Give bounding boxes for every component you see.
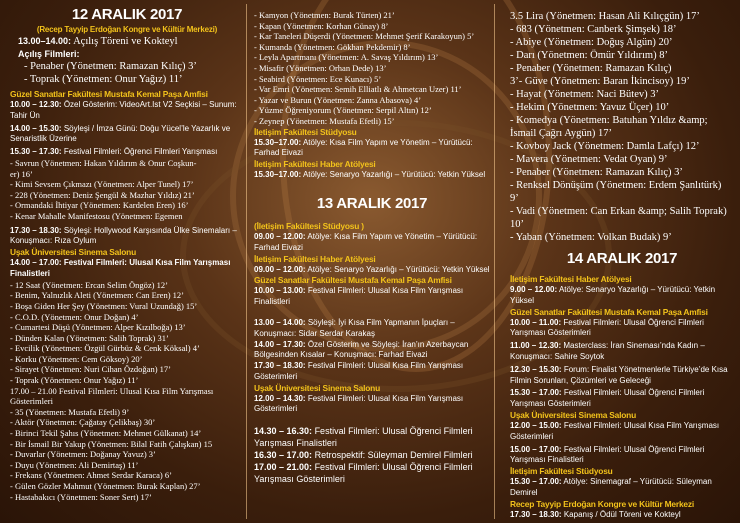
film-item: - Kimi Sevsem Çıkmazı (Yönetmen: Alper Tunel) 17’ <box>10 179 194 190</box>
session: 15.30 – 17.00: Festival Filmleri: Ulusal Öğrenci Filmleri Yarışması Gösterimleri <box>510 388 705 409</box>
session: 09.00 – 12.00: Atölye: Senaryo Yazarlığı – Yürütücü: Yetkin Yüksel <box>254 264 490 274</box>
column-day-13 <box>254 2 490 521</box>
session: 14.30 – 16.30: Festival Filmleri: Ulusal Öğrenci Filmleri Yarışması Finalistleri <box>254 426 473 449</box>
film-item: - 12 Saat (Yönetmen: Ercan Selim Öngöz) 12’ <box>10 279 168 290</box>
day-heading: 13 ARALIK 2017 <box>316 194 428 212</box>
film-item: - Toprak (Yönetmen: Onur Yağız) 11’ <box>24 74 183 85</box>
venue-label: İletişim Fakültesi Haber Atölyesi <box>510 274 632 284</box>
film-item: - Boşa Giden Her Şey (Yönetmen: Vural Uzundağ) 15’ <box>10 300 198 311</box>
film-list <box>510 10 734 244</box>
film-item: - Birinci Tekil Şahıs (Yönetmen: Mehmet Gülkanat) 14’ <box>10 428 202 439</box>
film-list <box>10 407 244 502</box>
film-item: - 683 (Yönetmen: Canberk Şimşek) 18’ <box>510 24 677 35</box>
session: 16.30 – 17.00: Retrospektif: Süleyman Demirel Filmleri <box>254 450 473 461</box>
session: 10.00 – 11.00: Festival Filmleri: Ulusal Öğrenci Filmleri Yarışması Gösterimleri <box>510 317 704 338</box>
column-day-14 <box>510 2 734 521</box>
session: 14.00 – 17.30: Özel Gösterim ve Söyleşi: İran’ın Azerbaycan Bölgesinden Kısalar – Konuşmacı: Farhad Eivazi <box>254 339 469 360</box>
venue-label: İletişim Fakültesi Haber Atölyesi <box>254 159 376 170</box>
film-item: - Yüzme Öğreniyorum (Yönetmen: Serpil Altın) 12’ <box>254 105 432 116</box>
venue-label: İletişim Fakültesi Stüdyosu <box>510 466 613 477</box>
film-item: - 35 (Yönetmen: Mustafa Efetli) 9’ <box>10 406 130 417</box>
film-item: er) 16’ <box>10 168 33 179</box>
film-item: İsmail Çağrı Aygün) 17’ <box>510 128 612 139</box>
film-item: - Yaban (Yönetmen: Volkan Budak) 9’ <box>510 232 672 243</box>
session: 13.00–14.00: Açılış Töreni ve Kokteyl <box>18 36 178 47</box>
film-item: - Savrun (Yönetmen: Hakan Yıldırım & Onur Coşkun- <box>10 157 197 168</box>
film-item: - 228 (Yönetmen: Deniz Şengül & Mazhar Yıldız) 21’ <box>10 189 195 200</box>
film-item: - Zeynep (Yönetmen: Mustafa Efetli) 15’ <box>254 115 395 126</box>
film-list <box>24 60 244 86</box>
session: 15.30 – 17.00: Atölye: Sinemagraf – Yürütücü: Süleyman Demirel <box>510 477 712 497</box>
film-item: 9’ <box>510 193 519 204</box>
film-item: - Ormandaki İhtiyar (Yönetmen: Kardelen Eren) 16’ <box>10 200 189 211</box>
film-item: - Kamyon (Yönetmen: Burak Türten) 21’ <box>254 10 395 20</box>
film-item: - Frekans (Yönetmen: Ahmet Serdar Karaca) 6’ <box>10 470 172 481</box>
film-item: - Abiye (Yönetmen: Doğuş Algün) 20’ <box>510 37 673 48</box>
venue-label: Recep Tayyip Erdoğan Kongre ve Kültür Merkezi <box>510 498 694 509</box>
session: 12.00 – 14.30: Festival Filmleri: Ulusal Kısa Film Yarışması Gösterimleri <box>254 393 464 414</box>
session: 15.30 – 17.30: Festival Filmleri: Öğrenci Filmleri Yarışması <box>10 147 218 157</box>
session: 14.00 – 17.00: Festival Filmleri: Ulusal Kısa Film Yarışması Finalistleri <box>10 258 231 278</box>
film-item: - Benim, Yalnızlık Aleti (Yönetmen: Can Eren) 12’ <box>10 290 184 301</box>
film-item: - Leyla Apartmanı (Yönetmen: A. Savaş Yıldırım) 13’ <box>254 52 439 63</box>
session: 9.00 – 12.00: Atölye: Senaryo Yazarlığı – Yürütücü: Yetkin Yüksel <box>510 285 716 305</box>
session: 12.00 – 15.00: Festival Filmleri: Ulusal Kısa Film Yarışması Gösterimleri <box>510 420 720 441</box>
session: 17.00 – 21.00: Festival Filmleri: Ulusal Öğrenci Filmleri Yarışması Gösterimleri <box>254 462 473 485</box>
film-item: - Korku (Yönetmen: Cem Göksoy) 20’ <box>10 353 143 364</box>
film-item: - Sirayet (Yönetmen: Nuri Cihan Özdoğan) 17’ <box>10 364 171 375</box>
film-list <box>10 280 244 386</box>
session: 15.30–17.00: Atölye: Senaryo Yazarlığı – Yürütücü: Yetkin Yüksel <box>254 170 486 180</box>
film-item: - Kapan (Yönetmen: Korhan Günay) 8’ <box>254 20 389 31</box>
column-day-12 <box>10 2 244 521</box>
film-item: - Darı (Yönetmen: Ömür Yıldırım) 8’ <box>510 50 668 61</box>
film-item: - Vadi (Yönetmen: Can Erkan &amp; Salih Toprak) <box>510 206 727 217</box>
film-item: 3’- Güve (Yönetmen: Baran İkincisoy) 19’ <box>510 76 690 87</box>
session: 09.00 – 12.00: Atölye: Kısa Film Yapım ve Yönetim – Yürütücü: Farhad Eivazi <box>254 231 478 252</box>
venue-label: Uşak Üniversitesi Sinema Salonu <box>10 247 136 258</box>
film-item: - Kumanda (Yönetmen: Gökhan Pekdemir) 8’ <box>254 41 411 52</box>
venue-label: İletişim Fakültesi Haber Atölyesi <box>254 253 376 264</box>
venue-label: (Recep Tayyip Erdoğan Kongre ve Kültür Merkezi) <box>36 25 218 34</box>
session: 15.00 – 17.00: Festival Filmleri: Ulusal Öğrenci Filmleri Yarışması Finalistleri <box>510 444 705 465</box>
film-item: - Var Emri (Yönetmen: Semih Elliatlı & Ahmetcan Uzer) 11’ <box>254 84 462 95</box>
film-item: 3.5 Lira (Yönetmen: Hasan Ali Kılıçgün) 17’ <box>510 11 700 22</box>
film-item: - Seabird (Yönetmen: Ece Kunacı) 5’ <box>254 73 382 84</box>
venue-label: Uşak Üniversitesi Sinema Salonu <box>254 382 380 393</box>
column-divider-1 <box>246 4 247 519</box>
session: 17.30 – 18.30: Söyleşi: Hollywood Karşısında Ülke Sinemaları – Konuşmacı: Rıza Oylum <box>10 225 237 246</box>
film-item: - Duvarlar (Yönetmen: Doğanay Yavuz) 3’ <box>10 449 156 460</box>
film-item: - Hastabakıcı (Yönetmen: Soner Sert) 17’ <box>10 491 152 502</box>
film-item: - Komedya (Yönetmen: Batuhan Yıldız &amp; <box>510 115 708 126</box>
film-list <box>254 10 490 127</box>
column-divider-2 <box>494 4 495 519</box>
film-item: 10’ <box>510 219 524 230</box>
session: 13.00 – 14.00: Söyleşi: İyi Kısa Film Yapmanın İpuçları – Konuşmacı: Sidar Serdar Karakaş <box>254 317 455 338</box>
session: 11.00 – 12.30: Masterclass: İran Sineması’nda Kadın – Konuşmacı: Sahire Soytok <box>510 341 705 361</box>
film-item: - Hekim (Yönetmen: Yavuz Üçer) 10’ <box>510 102 670 113</box>
film-item: - Kar Taneleri Düşerdi (Yönetmen: Mehmet Şerif Karakoyun) 5’ <box>254 31 475 42</box>
session: 15.30–17.00: Atölye: Kısa Film Yapım ve Yönetim – Yürütücü: Farhad Eivazi <box>254 137 473 158</box>
day-heading: 12 ARALIK 2017 <box>71 6 183 23</box>
venue-label: Güzel Sanatlar Fakültesi Mustafa Kemal Paşa Amfisi <box>254 275 452 286</box>
film-item: - Toprak (Yönetmen: Onur Yağız) 11’ <box>10 375 139 386</box>
session: 17.30 – 18.30: Festival Filmleri: Ulusal Kısa Film Yarışması Gösterimleri <box>254 361 464 381</box>
day-heading: 14 ARALIK 2017 <box>566 250 678 267</box>
film-item: - Duyu (Yönetmen: Ali Demirtaş) 11’ <box>10 459 139 470</box>
venue-label: (İletişim Fakültesi Stüdyosu ) <box>254 220 364 231</box>
venue-label: Güzel Sanatlar Fakültesi Mustafa Kemal Paşa Amfisi <box>10 89 208 99</box>
film-item: - Hayat (Yönetmen: Naci Bütev) 3’ <box>510 89 659 100</box>
session: 10.00 – 12.30: Özel Gösterim: VideoArt.Ist V2 Seçkisi – Sunum: Tahir Ün <box>10 100 237 120</box>
film-item: - Kovboy Jack (Yönetmen: Damla Lafçı) 12’ <box>510 141 700 152</box>
film-item: - Aktör (Yönetmen: Çağatay Çelikbaş) 30’ <box>10 417 156 428</box>
session: 17.00 – 21.00 Festival Filmleri: Ulusal Kısa Film Yarışması Gösterimleri <box>10 385 214 407</box>
session-subtitle: Açılış Filmleri: <box>18 49 80 59</box>
session: 12.30 – 15.30: Forum: Finalist Yönetmenlerle Türkiye’de Kısa Filmin Sorunları, Çözümleri ve Geleceği <box>510 364 728 385</box>
film-list <box>10 158 244 222</box>
film-item: - Evcilik (Yönetmen: Özgül Gürbüz & Cenk Köksal) 4’ <box>10 343 200 354</box>
film-item: - Kenar Mahalle Manifestosu (Yönetmen: Egemen <box>10 210 183 221</box>
venue-label: Güzel Sanatlar Fakültesi Mustafa Kemal Paşa Amfisi <box>510 306 708 317</box>
film-item: - Penaber (Yönetmen: Ramazan Kılıç) 3’ <box>510 167 683 178</box>
film-item: - Dünden Kalan (Yönetmen: Salih Toprak) 31’ <box>10 332 169 343</box>
session: 17.30 – 18.30: Kapanış / Ödül Töreni ve Kokteyl <box>510 509 681 519</box>
film-item: - Penaber (Yönetmen: Ramazan Kılıç) 3’ <box>24 61 197 72</box>
film-item: - Misafir (Yönetmen: Orhan Dede) 13’ <box>254 62 387 73</box>
session: 10.00 – 13.00: Festival Filmleri: Ulusal Kısa Film Yarışması Finalistleri <box>254 286 464 307</box>
film-item: - C.O.D. (Yönetmen: Onur Doğan) 4’ <box>10 311 139 322</box>
session: 14.00 – 15.30: Söyleşi / İmza Günü: Doğu Yücel’le Yazarlık ve Senaristlik Üzerine <box>10 123 231 144</box>
film-item: - Gülen Gözler Mahmut (Yönetmen: Burak Kaplan) 27’ <box>10 481 201 492</box>
film-item: - Yazar ve Burun (Yönetmen: Zanna Abasova) 4’ <box>254 94 422 105</box>
film-item: - Penaber (Yönetmen: Ramazan Kılıç) <box>510 63 672 74</box>
venue-label: İletişim Fakültesi Stüdyosu <box>254 126 357 137</box>
film-item: - Bir İsmail Bir Yakup (Yönetmen: Bilal Fatih Çalışkan) 15 <box>10 438 213 449</box>
film-item: - Renksel Dönüşüm (Yönetmen: Erdem Şanlıtürk) <box>510 180 722 191</box>
film-item: - Cumartesi Düşü (Yönetmen: Alper Kızılboğa) 13’ <box>10 322 186 333</box>
film-item: - Mavera (Yönetmen: Vedat Oyan) 9’ <box>510 154 668 165</box>
venue-label: Uşak Üniversitesi Sinema Salonu <box>510 409 636 420</box>
